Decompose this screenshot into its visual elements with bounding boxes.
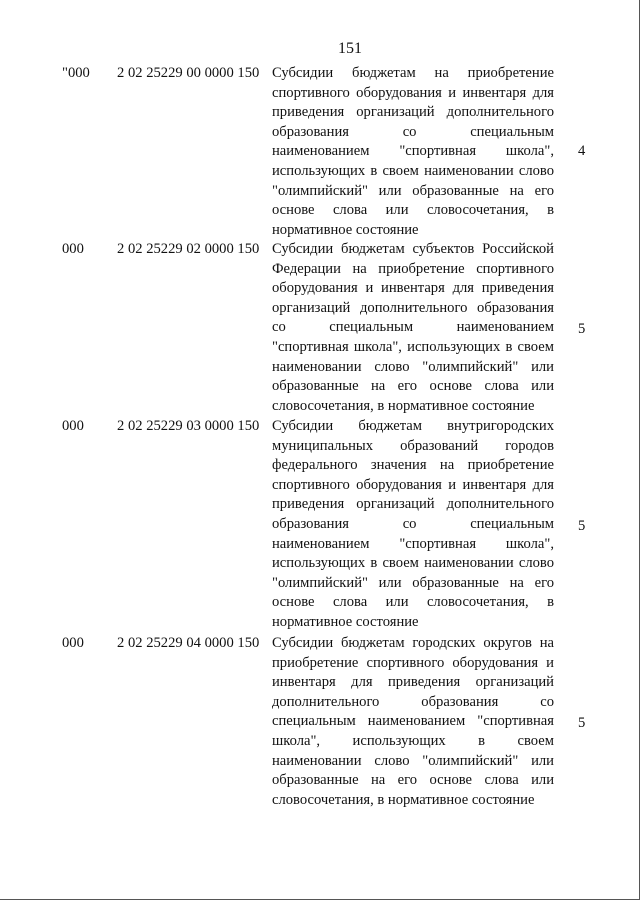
description-line: наименованием "спортивная школа", — [272, 143, 554, 160]
description-line: федерального значения на приобретение — [272, 457, 554, 474]
description-line: муниципальных образований городов — [272, 437, 554, 454]
budget-classification-code: 2 02 25229 03 0000 150 — [117, 418, 260, 434]
description-line: "олимпийский" или образованные на его — [272, 182, 554, 199]
description-line: нормативное состояние — [272, 613, 419, 630]
row-value: 5 — [578, 715, 586, 731]
description-line: спортивного оборудования и инвентаря для — [272, 476, 554, 493]
budget-classification-code: 2 02 25229 04 0000 150 — [117, 635, 260, 651]
description-line: организаций дополнительного образования — [272, 299, 554, 316]
row-description — [272, 417, 554, 633]
description-line: школа", использующих в своем — [272, 732, 554, 749]
row-value: 5 — [578, 518, 586, 534]
description-line: специальным наименованием "спортивная — [272, 713, 554, 730]
description-line: приобретение спортивного оборудования и — [272, 654, 554, 671]
admin-code: "000 — [62, 65, 90, 81]
row-description — [272, 64, 554, 240]
description-line: основе слова или словосочетания, в — [272, 202, 554, 219]
description-line: использующих в своем наименовании слово — [272, 555, 554, 572]
row-value: 4 — [578, 143, 586, 159]
budget-classification-code: 2 02 25229 00 0000 150 — [117, 65, 260, 81]
description-line: приведения организаций дополнительного — [272, 104, 554, 121]
description-line: словосочетания, в нормативное состояние — [272, 397, 535, 414]
description-line: "олимпийский" или образованные на его — [272, 574, 554, 591]
description-line: образованные на его основе слова или — [272, 378, 554, 395]
description-line: Субсидии бюджетам внутригородских — [272, 418, 554, 434]
description-line: образования со специальным — [272, 123, 554, 140]
page-number: 151 — [338, 40, 362, 57]
description-line: наименовании слово "олимпийский" или — [272, 358, 554, 375]
description-line: Субсидии бюджетам субъектов Российской — [272, 241, 554, 257]
description-line: приведения организаций дополнительного — [272, 496, 554, 513]
budget-classification-code: 2 02 25229 02 0000 150 — [117, 241, 260, 257]
description-line: Субсидии бюджетам городских округов на — [272, 635, 554, 651]
row-description — [272, 240, 554, 416]
row-description — [272, 634, 554, 810]
description-line: Федерации на приобретение спортивного — [272, 260, 554, 277]
description-line: нормативное состояние — [272, 221, 419, 238]
description-line: наименованием "спортивная школа", — [272, 535, 554, 552]
description-line: образованные на его основе слова или — [272, 772, 554, 789]
description-line: использующих в своем наименовании слово — [272, 162, 554, 179]
description-line: "спортивная школа", использующих в своем — [272, 338, 554, 355]
description-line: словосочетания, в нормативное состояние — [272, 791, 535, 808]
description-line: дополнительного образования со — [272, 693, 554, 710]
description-line: Субсидии бюджетам на приобретение — [272, 65, 554, 81]
admin-code: 000 — [62, 635, 84, 651]
description-line: инвентаря для приведения организаций — [272, 674, 554, 691]
description-line: оборудования и инвентаря для приведения — [272, 280, 554, 297]
description-line: образования со специальным — [272, 515, 554, 532]
row-value: 5 — [578, 321, 586, 337]
admin-code: 000 — [62, 418, 84, 434]
description-line: спортивного оборудования и инвентаря для — [272, 84, 554, 101]
admin-code: 000 — [62, 241, 84, 257]
description-line: основе слова или словосочетания, в — [272, 594, 554, 611]
description-line: наименовании слово "олимпийский" или — [272, 752, 554, 769]
description-line: со специальным наименованием — [272, 319, 554, 336]
